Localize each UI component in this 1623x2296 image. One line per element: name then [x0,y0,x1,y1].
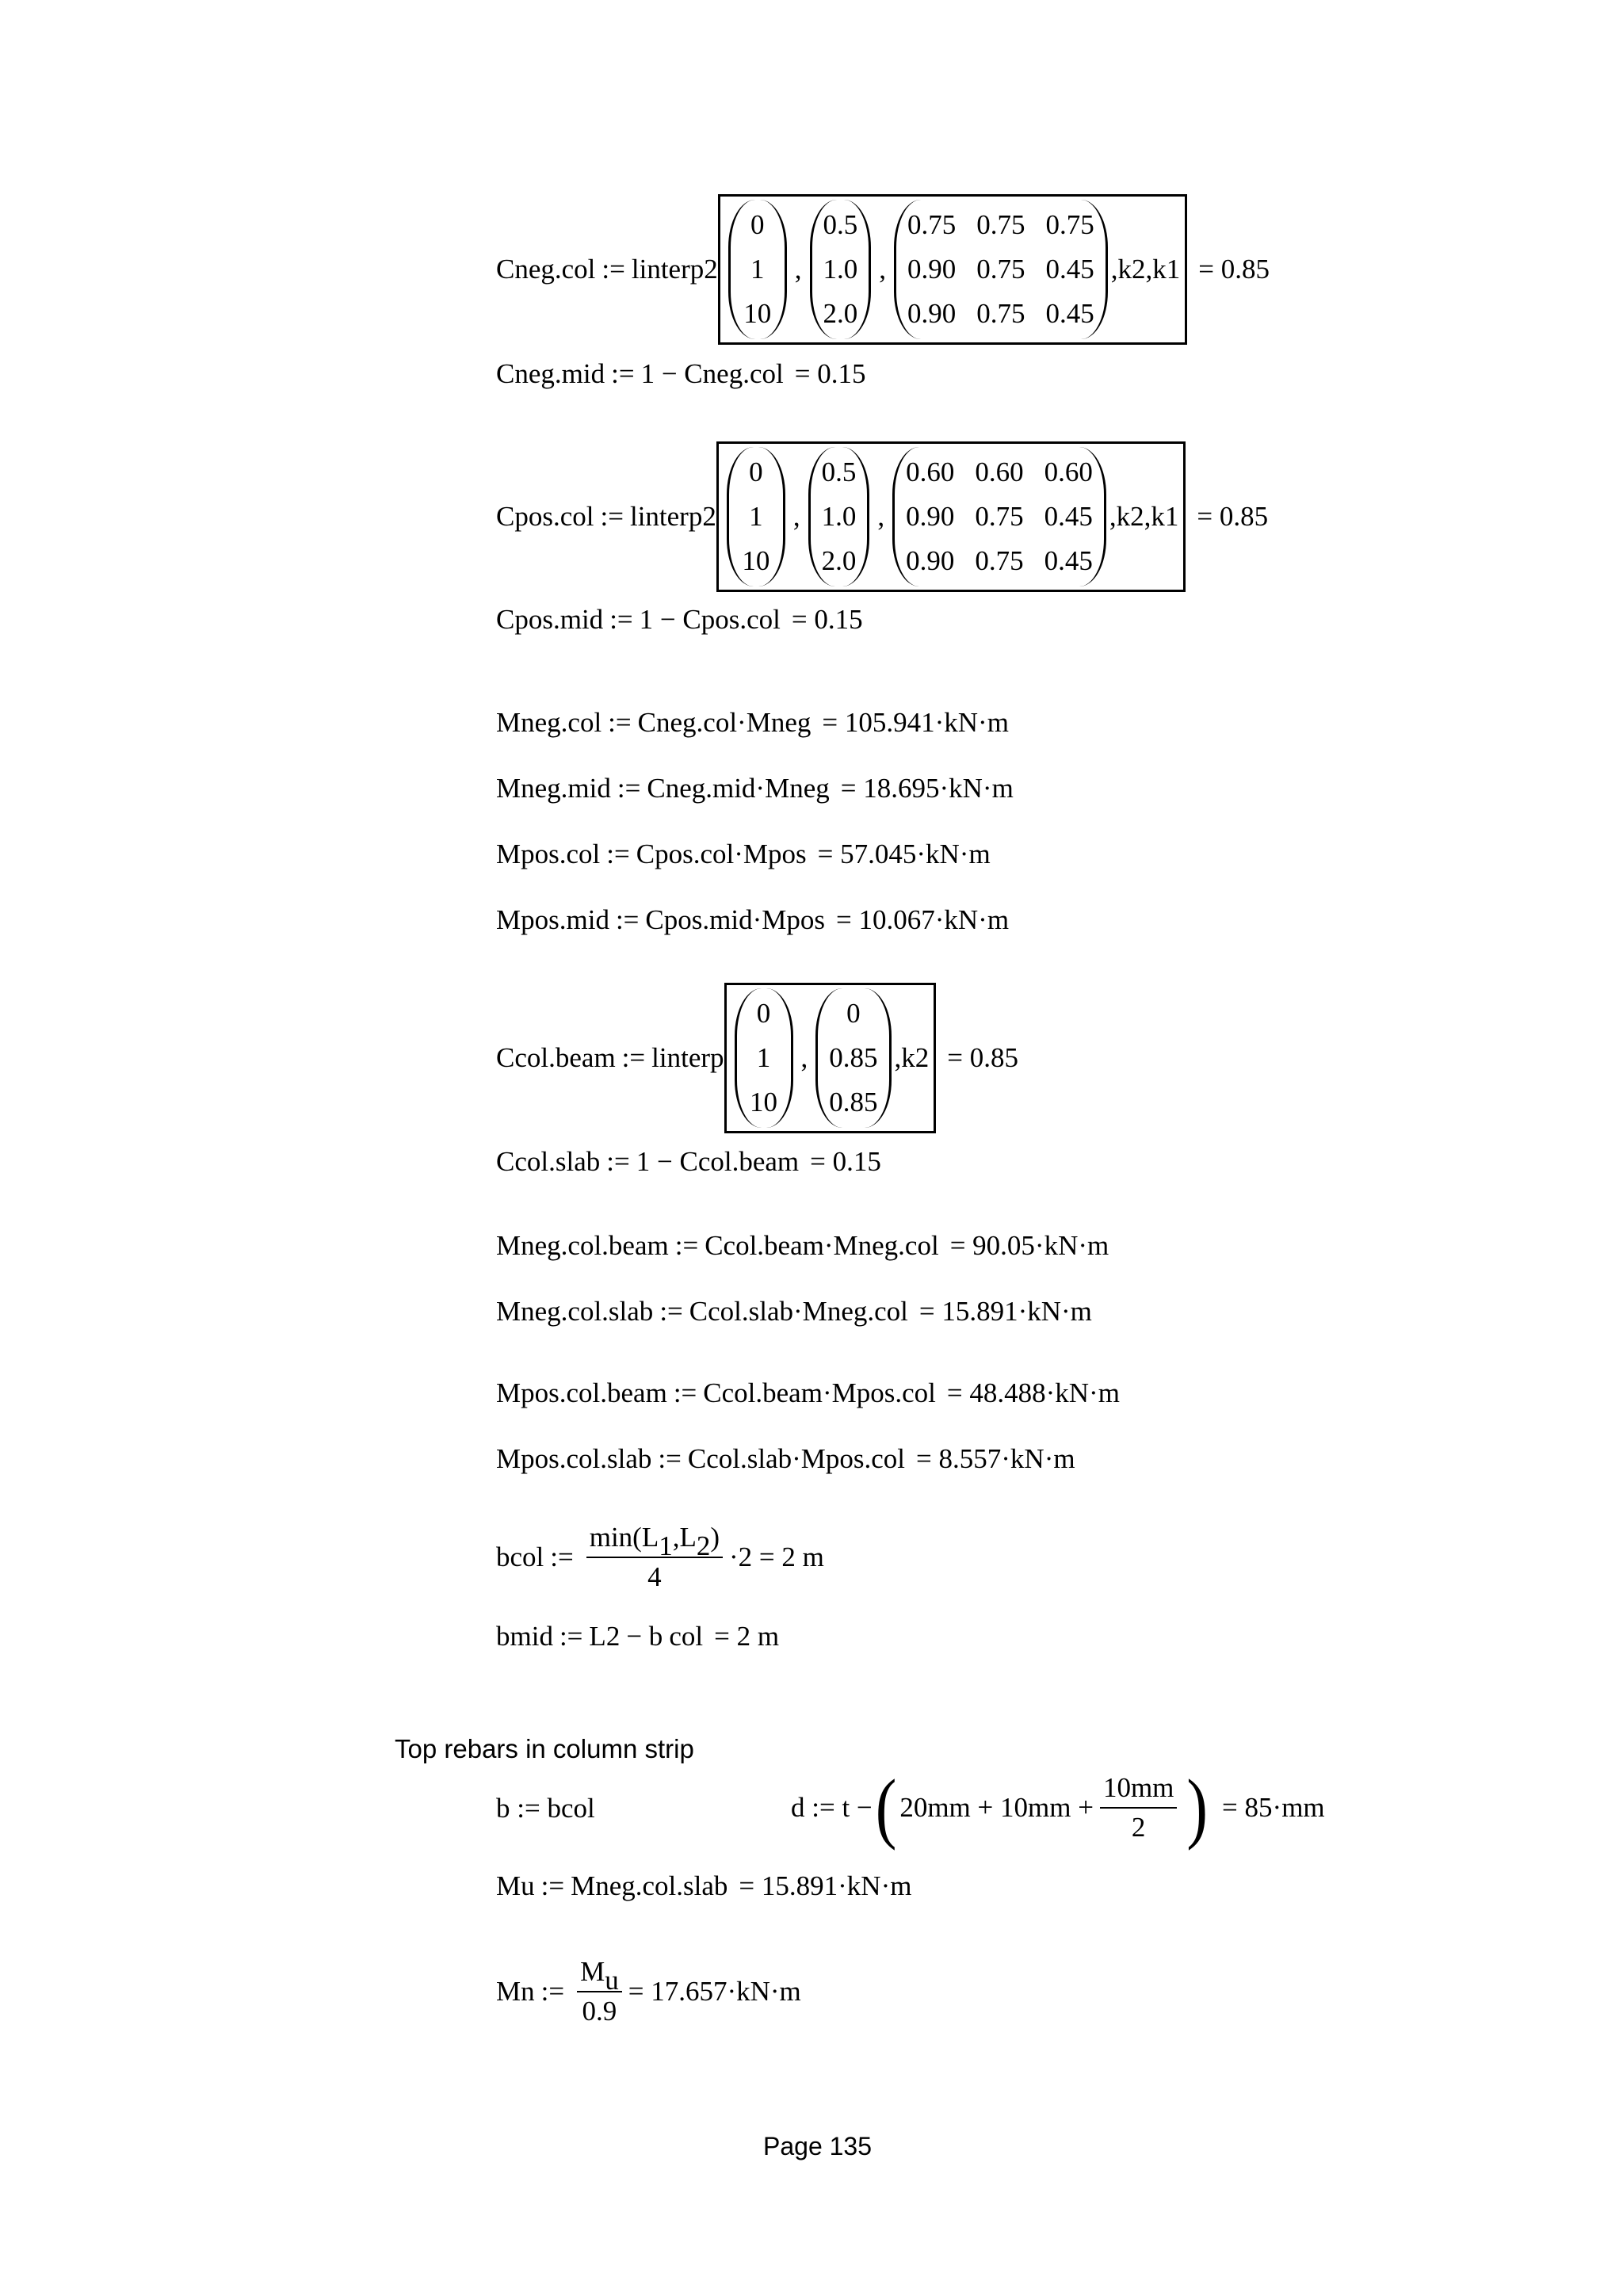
m-neg-col-beam-equation: M neg.col.beam := C col.beam ·M neg.col = 90.05·kN·m [496,1230,1109,1261]
vector-2: 0.5 1.0 2.0 [810,200,872,339]
vector-2: 0 0.85 0.85 [815,988,891,1128]
vector-2: 0.5 1.0 2.0 [808,447,870,586]
m-pos-mid-equation: M pos.mid := C pos.mid ·M pos = 10.067·kN·m [496,904,1010,935]
vector-1: 0 1 10 [728,200,787,339]
d-definition: d := t − ( 20mm + 10mm + $\frac{10mm}{2}$ ) = 85·mm [791,1764,1325,1851]
b-mid-equation: b mid := L 2 − b col = 2 m [496,1621,780,1652]
vector-1: 0 1 10 [727,447,785,586]
m-neg-col-equation: M neg.col := C neg.col ·M neg = 105.941·kN·m [496,707,1009,738]
c-pos-mid-equation: C pos.mid := 1 − C pos.col = 0.15 [496,604,863,635]
linterp2-argument-bracket: 0 1 10 , 0.5 1.0 2.0 , 0.75 0.75 0.75 0.90 0.75 0.45 0.90 0.75 0.45 ,k 2 ,k 1 [718,194,1188,345]
c-neg-col-equation: C neg.col := linterp2 0 1 10 , 0.5 1.0 2.0 , 0.75 0.75 0.75 0.90 0.75 0.45 0.90 0.75 0.45 ,k 2 ,k 1 = 0.85 [496,194,1270,345]
c-neg-mid-equation: C neg.mid := 1 − C neg.col = 0.15 [496,358,866,389]
coefficient-matrix: 0.60 0.60 0.60 0.90 0.75 0.45 0.90 0.75 0.45 [892,447,1106,586]
min-span-fraction: $\frac{\min(L_1,L_2)}{4}$ [586,1522,723,1593]
bar-half-diameter-fraction: $\frac{10mm}{2}$ [1100,1772,1177,1843]
page-number: Page 135 [763,2132,873,2160]
coefficient-matrix: 0.75 0.75 0.75 0.90 0.75 0.45 0.90 0.75 0.45 [894,200,1108,339]
m-pos-col-beam-equation: M pos.col.beam := C col.beam ·M pos.col = 48.488·kN·m [496,1377,1120,1408]
nominal-moment-fraction: $\frac{M_u}{0.9}$ [577,1956,622,2027]
c-col-slab-equation: C col.slab := 1 − C col.beam = 0.15 [496,1146,881,1177]
mu-definition: M u := M neg.col.slab = 15.891·kN·m [496,1870,912,1901]
m-neg-mid-equation: M neg.mid := C neg.mid ·M neg = 18.695·kN·m [496,773,1014,804]
section-heading: Top rebars in column strip [395,1734,694,1763]
b-definition: b := b col [496,1793,595,1824]
mn-definition: M n := $\frac{M_u}{0.9}$ = 17.657·kN·m [496,1956,801,2027]
vector-1: 0 1 10 [735,988,793,1128]
c-pos-col-equation: C pos.col := linterp2 0 1 10 , 0.5 1.0 2.0 , 0.60 0.60 0.60 0.90 0.75 0.45 0.90 0.75 0.45 ,k 2 ,k 1 = 0.85 [496,441,1268,592]
m-pos-col-slab-equation: M pos.col.slab := C col.slab ·M pos.col = 8.557·kN·m [496,1443,1075,1474]
c-col-beam-equation: C col.beam := linterp 0 1 10 , 0 0.85 0.85 ,k 2 = 0.85 [496,983,1018,1133]
m-neg-col-slab-equation: M neg.col.slab := C col.slab ·M neg.col = 15.891·kN·m [496,1296,1092,1327]
linterp-argument-bracket: 0 1 10 , 0 0.85 0.85 ,k 2 [724,983,937,1133]
m-pos-col-equation: M pos.col := C pos.col ·M pos = 57.045·kN·m [496,839,991,869]
linterp2-argument-bracket: 0 1 10 , 0.5 1.0 2.0 , 0.60 0.60 0.60 0.90 0.75 0.45 0.90 0.75 0.45 ,k 2 ,k 1 [716,441,1186,592]
b-col-equation: b col := $\frac{\min(L_1,L_2)}{4}$ ·2 = 2 m [496,1522,824,1592]
